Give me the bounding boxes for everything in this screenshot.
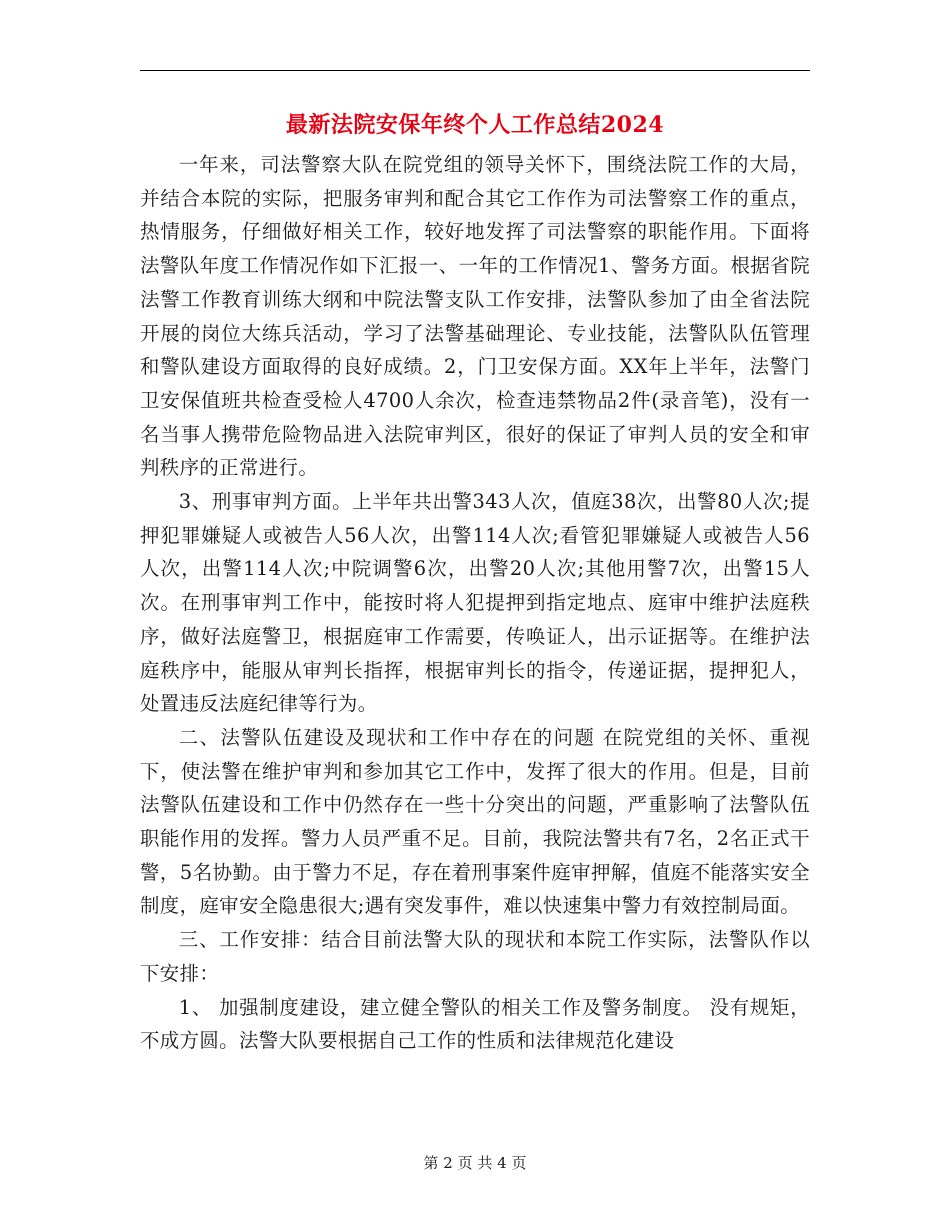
- page-number-footer: 第 2 页 共 4 页: [423, 1154, 527, 1172]
- paragraph-work-arrangement: 三、工作安排：结合目前法警大队的现状和本院工作实际，法警队作以下安排：: [140, 928, 810, 985]
- header-rule: [140, 70, 810, 71]
- paragraph-system-building: 1、 加强制度建设，建立健全警队的相关工作及警务制度。 没有规矩，不成方圆。法警大队要根据自己工作的性质和法律规范化建设: [140, 995, 810, 1053]
- document-title: 最新法院安保年终个人工作总结2024: [285, 112, 665, 138]
- document-body: [140, 148, 810, 1058]
- paragraph-criminal-trial: 3、刑事审判方面。上半年共出警343人次，值庭38次，出警80人次;提押犯罪嫌疑人或被告人56人次，出警114人次;看管犯罪嫌疑人或被告人56 人次，出警114人次;中院调警6次，出警20人次;其他用警7次，出警15人次。在刑事审判工作中，能按时将人犯提押到指定地点、庭审中维护法庭秩序，做好法庭警卫，根据庭审工作需要，传唤证人，出示证据等。在维护法庭秩序中，能服从审判长指挥，根据审判长的指令，传递证据，提押犯人，处置违反法庭纪律等行为。: [140, 490, 810, 716]
- paragraph-intro: 一年来，司法警察大队在院党组的领导关怀下，围绕法院工作的大局，并结合本院的实际，把服务审判和配合其它工作作为司法警察工作的重点，热情服务，仔细做好相关工作，较好地发挥了司法警察的职能作用。下面将法警队年度工作情况作如下汇报一、一年的工作情况1、警务方面。根据省院法警工作教育训练大纲和中院法警支队工作安排，法警队参加了由全省法院开展的岗位大练兵活动，学习了法警基础理论、专业技能，法警队队伍管理和警队建设方面取得的良好成绩。2，门卫安保方面。XX年上半年，法警门卫安保值班共检查受检人4700人余次，检查违禁物品2件(录音笔)，没有一名当事人携带危险物品进入法院审判区，很好的保证了审判人员的安全和审判秩序的正常进行。: [140, 153, 810, 480]
- paragraph-team-issues: 二、法警队伍建设及现状和工作中存在的问题 在院党组的关怀、重视下，使法警在维护审判和参加其它工作中，发挥了很大的作用。但是，目前法警队伍建设和工作中仍然存在一些十分突出的问题，严重影响了法警队伍职能作用的发挥。警力人员严重不足。目前，我院法警共有7名，2名正式干警，5名协勤。由于警力不足，存在着刑事案件庭审押解，值庭不能落实安全制度，庭审安全隐患很大;遇有突发事件，难以快速集中警力有效控制局面。: [140, 725, 810, 918]
